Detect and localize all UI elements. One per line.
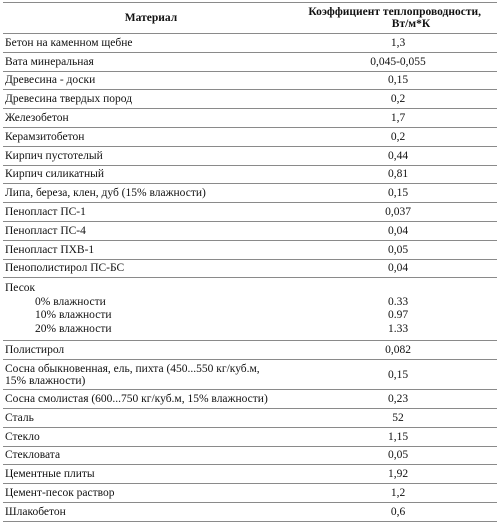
sand-value: 0.33: [387, 295, 409, 308]
material-value: 0,2: [299, 127, 497, 146]
material-value: 1,92: [299, 465, 497, 484]
material-value: 0,04: [299, 221, 497, 240]
material-name: Бетон на каменном щебне: [3, 34, 299, 53]
material-value: 0,2: [299, 90, 497, 109]
table-row: [3, 502, 497, 521]
thermal-conductivity-table: [3, 2, 497, 522]
material-name: Цементные плиты: [3, 465, 299, 484]
material-name: Стекло: [3, 427, 299, 446]
material-name: Древесина твердых пород: [3, 90, 299, 109]
material-name: Сталь: [3, 408, 299, 427]
table-header-row: [3, 3, 497, 34]
material-name: [3, 360, 299, 390]
table-row: [3, 109, 497, 128]
table-row: [3, 165, 497, 184]
material-name: Липа, береза, клен, дуб (15% влажности): [3, 184, 299, 203]
material-value: 0,23: [299, 390, 497, 409]
coefficient-header-line1: Коэффициент теплопроводности,: [308, 6, 481, 18]
material-name: Кирпич силикатный: [3, 165, 299, 184]
table-row: [3, 240, 497, 259]
sand-name: Песок: [5, 282, 36, 295]
sand-moisture-label: 20% влажности: [35, 322, 112, 335]
table-row: [3, 34, 497, 53]
material-value: 0,037: [299, 203, 497, 222]
material-name: Кирпич пустотелый: [3, 146, 299, 165]
material-name: Цемент-песок раствор: [3, 484, 299, 503]
material-name-line2: 15% влажности): [5, 374, 86, 387]
column-header-material: Материал: [3, 3, 299, 34]
table-row: [3, 71, 497, 90]
material-name: Керамзитобетон: [3, 127, 299, 146]
table-row: [3, 146, 497, 165]
table-row: [3, 390, 497, 409]
material-name: Стекловата: [3, 446, 299, 465]
table-row: [3, 90, 497, 109]
material-value: 1,3: [299, 34, 497, 53]
material-value: 0,05: [299, 240, 497, 259]
table-row: [3, 465, 497, 484]
table-row: [3, 221, 497, 240]
material-name: Пенополистирол ПС-БС: [3, 259, 299, 278]
material-value: 1,2: [299, 484, 497, 503]
material-name: Вата минеральная: [3, 52, 299, 71]
material-value: 1,7: [299, 109, 497, 128]
material-name-line1: Сосна обыкновенная, ель, пихта (450...550 кг/куб.м,: [5, 362, 260, 375]
material-value: 0,082: [299, 341, 497, 360]
sand-value: 0.97: [387, 309, 409, 322]
material-name: Пенопласт ПХВ-1: [3, 240, 299, 259]
sand-value: 1.33: [387, 322, 409, 335]
material-name: Полистирол: [3, 341, 299, 360]
material-value: 52: [299, 408, 497, 427]
table-row: [3, 184, 497, 203]
table-row-sand: [3, 278, 497, 341]
material-name: Сосна смолистая (600...750 кг/куб.м, 15% влажности): [3, 390, 299, 409]
material-value: 0,81: [299, 165, 497, 184]
material-name: Пенопласт ПС-4: [3, 221, 299, 240]
material-value: 0,045-0,055: [299, 52, 497, 71]
material-value: [299, 278, 497, 341]
table-row: [3, 408, 497, 427]
table-row: [3, 52, 497, 71]
material-name: Древесина - доски: [3, 71, 299, 90]
material-value: 0,44: [299, 146, 497, 165]
material-name: [3, 278, 299, 341]
material-value: 0,15: [299, 71, 497, 90]
material-name: Пенопласт ПС-1: [3, 203, 299, 222]
sand-moisture-label: 0% влажности: [35, 295, 106, 308]
table-row: [3, 203, 497, 222]
coefficient-header-line2: Вт/м*К: [391, 18, 431, 30]
table-row: [3, 427, 497, 446]
table-row: [3, 446, 497, 465]
table-row: [3, 259, 497, 278]
material-name: Железобетон: [3, 109, 299, 128]
table-row: [3, 484, 497, 503]
material-name: Шлакобетон: [3, 502, 299, 521]
table-row: [3, 127, 497, 146]
material-value: 0,04: [299, 259, 497, 278]
material-value: 0,15: [299, 360, 497, 390]
sand-moisture-label: 10% влажности: [35, 309, 112, 322]
material-value: 0,6: [299, 502, 497, 521]
material-value: 1,15: [299, 427, 497, 446]
table-row: [3, 360, 497, 390]
column-header-coefficient: [299, 3, 497, 34]
material-value: 0,15: [299, 184, 497, 203]
material-value: 0,05: [299, 446, 497, 465]
table-row: [3, 341, 497, 360]
